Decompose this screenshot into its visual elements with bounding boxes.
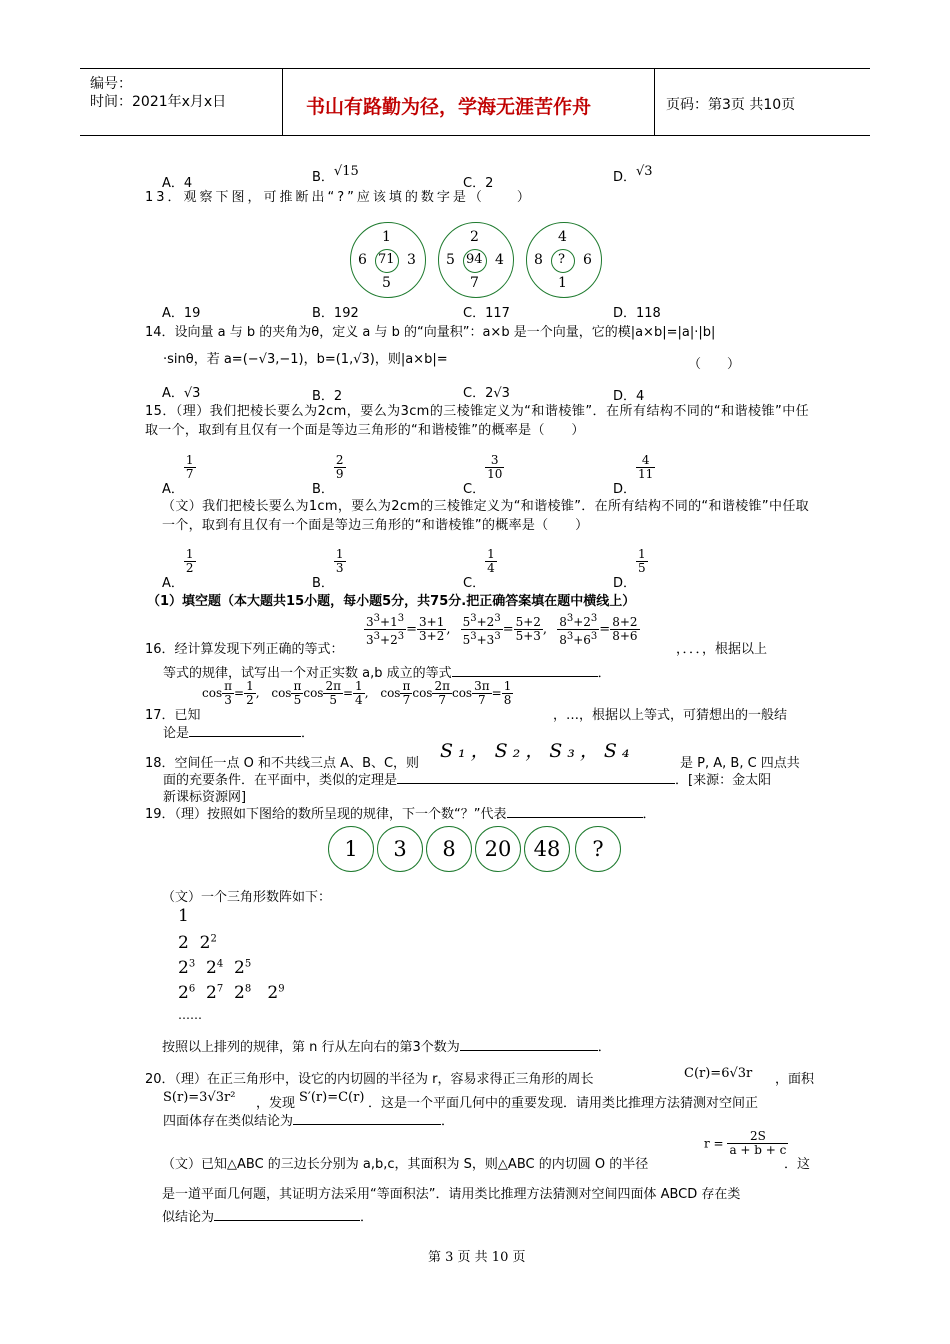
- section-title: （1）填空题（本大题共15小题，每小题5分，共75分.把正确答案填在题中横线上）: [147, 594, 636, 609]
- q13-c1-top: 1: [382, 229, 391, 245]
- q18-line-2-end: ．[来源：金太阳: [675, 773, 772, 788]
- q15-wen-option-a-label: A．: [162, 576, 184, 591]
- q15-wen-option-b: [312, 548, 346, 591]
- q13-c3-bottom: 1: [558, 275, 567, 291]
- q20-wen-line-3-text: 似结论为: [162, 1210, 215, 1225]
- q17-line-2: [163, 722, 314, 741]
- q20-wen-line-1b: ．这: [784, 1157, 811, 1172]
- q14-option-c: C．2√3: [463, 386, 510, 401]
- q20-li-area: S(r)=3√3r²: [163, 1090, 236, 1105]
- q20-li-line-3: [163, 1110, 454, 1129]
- q13-c3-top: 4: [558, 229, 567, 245]
- q13-c2-left: 5: [446, 252, 455, 268]
- q20-wen-answer-blank[interactable]: [214, 1207, 360, 1221]
- q12-option-a: A．4: [162, 176, 193, 191]
- q18-line-3: 新课标资源网]: [163, 790, 247, 805]
- q17-suffix: ，…，根据以上等式，可猜想出的一般结: [553, 708, 788, 723]
- q13-c2-right: 4: [495, 252, 504, 268]
- q13-option-b: B．192: [312, 306, 359, 321]
- q15-li-a-den: 7: [185, 467, 194, 481]
- q17-equations: cos $\frac{\pi}{3}$ = $\frac{1}{2}$ , cos $\frac{\pi}{5}$ cos $\frac{2\pi}{5}$ = $\frac{1}{4}$ , cos $\frac{\pi}{7}$ cos $\frac{2\pi}{7}$ cos $\frac{3\pi}{7}$ = $\frac{1}{8}$: [202, 679, 512, 707]
- q20-li-line-2b: ，发现: [256, 1096, 296, 1111]
- q20-li-line-1c: ，面积: [775, 1072, 815, 1087]
- q15-li-option-a: [162, 454, 196, 497]
- q19-ask: [162, 1036, 611, 1055]
- q15-li-option-a-label: A．: [162, 482, 184, 497]
- q14-option-a: A．√3: [162, 386, 201, 401]
- q15-li-a-num: 1: [185, 453, 194, 467]
- triangle-row-2: 2 $2^2$: [178, 933, 217, 953]
- q12-option-b-label: B．: [312, 170, 334, 185]
- q15-wen-option-b-label: B．: [312, 576, 334, 591]
- q19-answer-blank[interactable]: [507, 804, 643, 818]
- q13-c2-bottom: 7: [470, 275, 479, 291]
- q16-line-2-text: 等式的规律，试写出一个对正实数 a,b 成立的等式: [163, 666, 452, 681]
- q16-suffix: ，．．．，根据以上: [676, 642, 768, 657]
- q15-li-b-den: 9: [335, 467, 344, 481]
- q16-prefix: 16．经计算发现下列正确的等式：: [145, 642, 344, 657]
- q15-wen-b-num: 1: [335, 547, 344, 561]
- q20-wen-num: 2S: [727, 1130, 788, 1144]
- header-divider-left: [282, 68, 283, 136]
- q20-wen-line-1a: （文）已知△ABC 的三边长分别为 a,b,c，其面积为 S，则△ABC 的内切圆 O 的半径: [162, 1157, 649, 1172]
- q13-c3-center: ?: [558, 252, 565, 267]
- q12-option-d-label: D．: [613, 170, 637, 185]
- q19-ask-end: ．: [597, 1040, 611, 1055]
- q15-li-option-c-label: C．: [463, 482, 486, 497]
- q13-option-d: D．118: [613, 306, 661, 321]
- q15-wen-option-d: [613, 548, 648, 591]
- q14-option-b: B．2: [312, 389, 343, 404]
- q12-option-d-value: √3: [636, 164, 653, 179]
- q20-li-line-2d: ．这是一个平面几何中的重要发现．请用类比推理方法猜测对空间正: [368, 1096, 759, 1111]
- q19-li-text: [145, 803, 656, 822]
- q20-li-line-1a: 20．（理）在正三角形中，设它的内切圆的半径为 r，容易求得正三角形的周长: [145, 1072, 594, 1087]
- q13-text: 13．观察下图，可推断出“?”应该填的数字是（ ）: [145, 190, 533, 205]
- q15-li-text: 15．（理）我们把棱长要么为2cm，要么为3cm的三棱锥定义为“和谐棱锥”．在所有结构不同的“和谐棱锥”中任取一个，取到有且仅有一个面是等边三角形的“和谐棱锥”的概率是（ ）: [145, 404, 809, 438]
- q19-end: ．: [642, 807, 656, 822]
- q14-line-2: ·sinθ，若 a=(−√3,−1)，b=(1,√3)，则|a×b|=: [163, 352, 448, 367]
- q18-line-1c: 是 P, A, B, C 四点共: [680, 756, 800, 771]
- triangle-row-3: $2^3$ $2^4$ $2^5$: [178, 958, 252, 978]
- q15-wen-option-d-label: D．: [613, 576, 637, 591]
- q18-s-terms: S₁，S₂，S₃，S₄: [440, 740, 635, 762]
- q17-line-2-text: 论是: [163, 726, 190, 741]
- q20-wen-radius: [704, 1130, 788, 1157]
- q20-li-end: ．: [441, 1114, 455, 1129]
- q20-li-answer-blank[interactable]: [293, 1111, 441, 1125]
- q15-wen-c-den: 4: [487, 561, 495, 575]
- q18-answer-blank[interactable]: [397, 770, 675, 784]
- q20-li-perimeter: C(r)=6√3r: [684, 1066, 753, 1081]
- q19-seq-2: 3: [377, 826, 423, 872]
- q19-seq-3: 8: [426, 826, 472, 872]
- q15-wen-d-num: 1: [638, 547, 646, 561]
- q15-li-option-b: [312, 454, 346, 497]
- q15-li-d-den: 11: [638, 467, 654, 481]
- q15-wen-option-c-label: C．: [463, 576, 486, 591]
- header-time-label: 时间：2021年x月x日: [90, 94, 227, 110]
- q16-answer-blank[interactable]: [452, 663, 598, 677]
- q17-prefix: 17．已知: [145, 708, 201, 723]
- q12-option-b-value: √15: [333, 164, 359, 179]
- q13-c1-bottom: 5: [382, 275, 391, 291]
- q20-li-line-3-text: 四面体存在类似结论为: [163, 1114, 294, 1129]
- q14-line-1: 14．设向量 a 与 b 的夹角为θ，定义 a 与 b 的“向量积”：a×b 是一个向量，它的模|a×b|=|a|·|b|: [145, 325, 716, 340]
- header-motto: 书山有路勤为径，学海无涯苦作舟: [306, 96, 592, 118]
- triangle-ellipsis: ……: [178, 1008, 202, 1022]
- q19-seq-4: 20: [475, 826, 521, 872]
- q16-equations: $\frac{3^3+1^3}{3^3+2^3}$ = $\frac{3+1}{3+2}$ , $\frac{5^3+2^3}{5^3+3^3}$ = $\frac{5+2}{5+3}$ , $\frac{8^3+2^3}{8^3+6^3}$ = $\frac{8+2}{8+6}$: [366, 613, 638, 647]
- q15-wen-a-num: 1: [185, 547, 194, 561]
- triangle-row-1: 1: [178, 906, 189, 926]
- q14-paren: （ ）: [688, 357, 741, 372]
- q18-line-2: [163, 769, 771, 788]
- q15-li-b-num: 2: [335, 453, 344, 467]
- q19-seq-5: 48: [524, 826, 570, 872]
- q18-line-2-text: 面的充要条件．在平面中，类似的定理是: [163, 773, 398, 788]
- q19-seq-6: ?: [575, 826, 621, 872]
- q13-c2-top: 2: [470, 229, 479, 245]
- q15-li-c-num: 3: [485, 454, 504, 468]
- q13-c2-center: 94: [466, 252, 483, 267]
- q13-c3-right: 6: [583, 252, 592, 268]
- q13-c1-right: 3: [407, 252, 416, 268]
- q15-wen-c-num: 1: [487, 547, 495, 561]
- q15-li-option-d: [613, 454, 655, 497]
- page-footer: 第 3 页 共 10 页: [428, 1250, 526, 1265]
- q13-c1-center: 71: [378, 252, 395, 267]
- q15-li-c-den: 10: [487, 467, 503, 481]
- q13-c1-left: 6: [358, 252, 367, 268]
- q19-seq-1: 1: [328, 826, 374, 872]
- q20-wen-end: ．: [360, 1210, 374, 1225]
- q12-option-b: [312, 166, 359, 185]
- q15-wen-b-den: 3: [335, 561, 344, 575]
- q19-wen-text: （文）一个三角形数阵如下：: [162, 890, 332, 905]
- q15-li-option-b-label: B．: [312, 482, 334, 497]
- q15-wen-option-a: [162, 548, 196, 591]
- q12-option-c: C．2: [463, 176, 494, 191]
- q13-option-a: A．19: [162, 306, 201, 321]
- q18-line-1a: 18．空间任一点 O 和不共线三点 A、B、C，则: [145, 756, 420, 771]
- q20-wen-den: a + b + c: [729, 1143, 787, 1157]
- q15-li-option-d-label: D．: [613, 482, 637, 497]
- q12-option-d: [613, 166, 653, 185]
- header-divider-right: [654, 68, 655, 136]
- q15-li-d-num: 4: [636, 454, 655, 468]
- q20-wen-line-2: 是一道平面几何题，其证明方法采用“等面积法”．请用类比推理方法猜测对空间四面体 ABCD 存在类: [162, 1187, 741, 1202]
- q15-wen-option-c: [463, 548, 497, 591]
- q14-option-d: D．4: [613, 389, 645, 404]
- q20-wen-line-3: [162, 1206, 373, 1225]
- q15-li-option-c: [463, 454, 504, 497]
- q19-ask-text: 按照以上排列的规律，第 n 行从左向右的第3个数为: [162, 1040, 460, 1055]
- q19-li-text-body: 19．（理）按照如下图给的数所呈现的规律，下一个数“？”代表: [145, 807, 507, 822]
- q15-wen-d-den: 5: [638, 561, 646, 575]
- q13-option-c: C．117: [463, 306, 510, 321]
- q20-li-derivative: S′(r)=C(r): [299, 1090, 365, 1105]
- q15-wen-a-den: 2: [185, 561, 194, 575]
- triangle-row-4: $2^6$ $2^7$ $2^8$ $2^9$: [178, 983, 285, 1003]
- q13-c3-left: 8: [534, 252, 543, 268]
- q15-wen-text: （文）我们把棱长要么为1cm，要么为2cm的三棱锥定义为“和谐棱锥”．在所有结构不同的“和谐棱锥”中任取一个，取到有且仅有一个面是等边三角形的“和谐棱锥”的概率是（ ）: [162, 499, 809, 533]
- q17-end: ．: [301, 726, 315, 741]
- header-bottom-rule: [80, 135, 870, 136]
- header-page-label: 页码：第3页 共10页: [666, 97, 796, 113]
- q16-end: ．: [597, 666, 611, 681]
- q17-answer-blank[interactable]: [189, 723, 301, 737]
- q19-wen-answer-blank[interactable]: [460, 1037, 598, 1051]
- q20-wen-r: r =: [704, 1136, 724, 1151]
- header-code-label: 编号：: [90, 76, 132, 92]
- header-top-rule: [80, 68, 870, 69]
